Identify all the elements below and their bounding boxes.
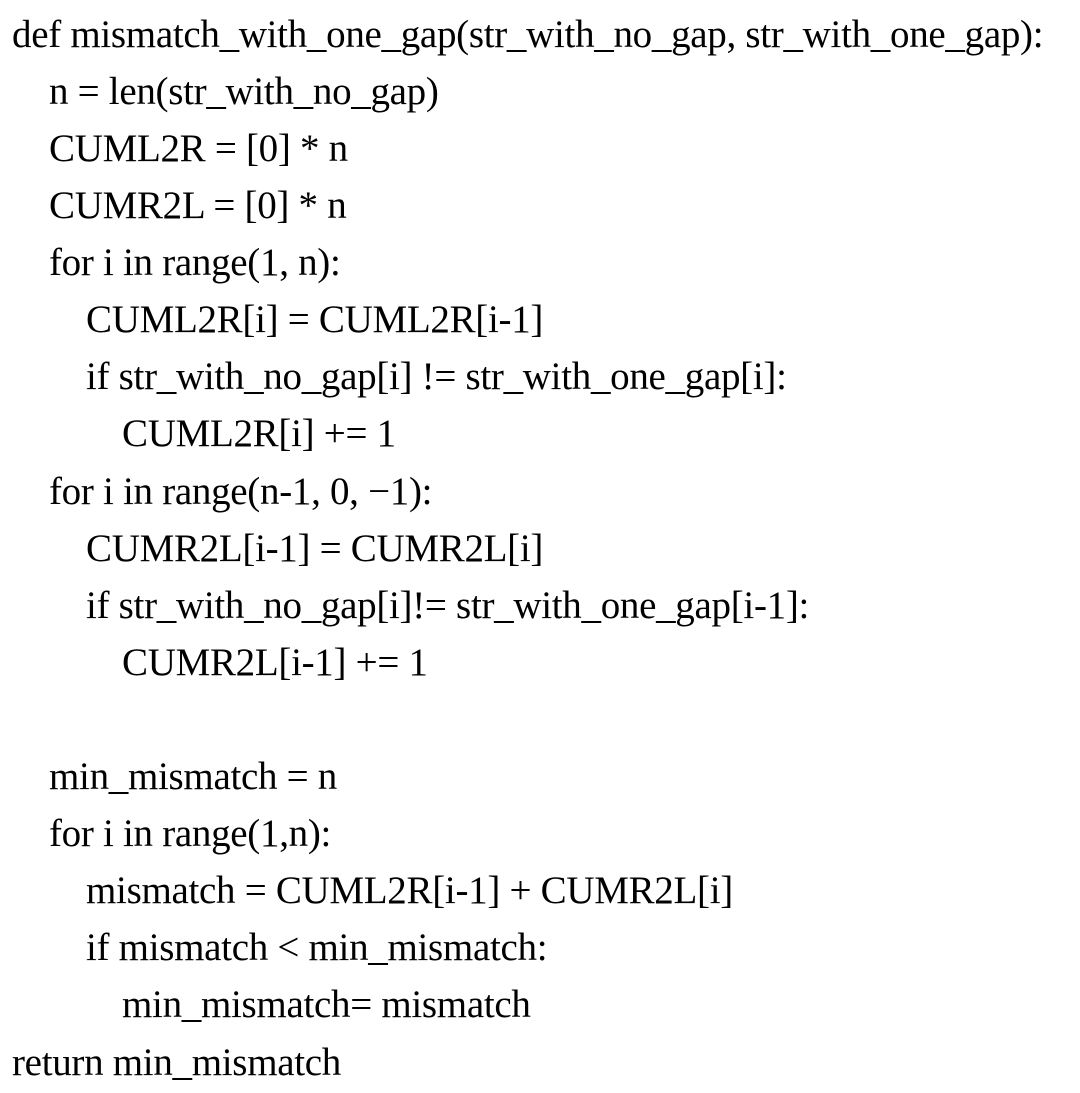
code-line-cuml2r-increment: CUML2R[i] += 1 — [122, 412, 396, 455]
code-line-return: return min_mismatch — [12, 1041, 341, 1084]
code-line-cuml2r-carry: CUML2R[i] = CUML2R[i-1] — [86, 298, 544, 341]
code-line-cumr2l-init: CUMR2L = [0] * n — [49, 184, 347, 227]
code-line-for-forward: for i in range(1, n): — [49, 241, 341, 284]
code-line-if-min: if mismatch < min_mismatch: — [86, 926, 548, 969]
code-line-mismatch-assign: mismatch = CUML2R[i-1] + CUMR2L[i] — [86, 869, 733, 912]
code-line-if-backward: if str_with_no_gap[i]!= str_with_one_gap[i-1]: — [86, 584, 810, 627]
code-line-min-mismatch-update: min_mismatch= mismatch — [122, 983, 531, 1026]
code-line-if-forward: if str_with_no_gap[i] != str_with_one_gap[i]: — [86, 355, 787, 398]
code-line-for-backward: for i in range(n-1, 0, −1): — [49, 470, 433, 513]
code-line-cumr2l-carry: CUMR2L[i-1] = CUMR2L[i] — [86, 527, 544, 570]
code-line-def: def mismatch_with_one_gap(str_with_no_gap, str_with_one_gap): — [12, 13, 1044, 56]
code-line-cumr2l-increment: CUMR2L[i-1] += 1 — [122, 641, 428, 684]
code-line-n-assign: n = len(str_with_no_gap) — [49, 70, 439, 113]
code-line-for-min: for i in range(1,n): — [49, 812, 332, 855]
code-line-min-mismatch-init: min_mismatch = n — [49, 755, 338, 798]
code-line-cuml2r-init: CUML2R = [0] * n — [49, 127, 348, 170]
